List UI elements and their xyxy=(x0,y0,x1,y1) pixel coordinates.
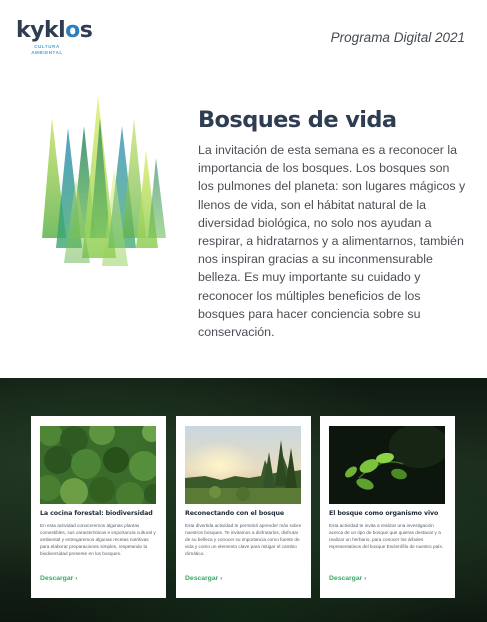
download-link[interactable]: Descargar › xyxy=(40,575,78,582)
card-title: El bosque como organismo vivo xyxy=(329,510,439,517)
forest-sunrise-image xyxy=(185,426,301,504)
watercolor-trees-illustration xyxy=(38,88,168,268)
activity-card-reconectando[interactable] xyxy=(176,416,311,598)
main-content xyxy=(198,106,468,341)
logo-wordmark: kyklos xyxy=(16,18,93,43)
header xyxy=(0,0,487,70)
card-text: En esta actividad conoceremos algunas plantas comestibles, sus características e importancia cultural y ambiental y entregaremos algunas recetas nutritivas para elaborar preparaciones simples, respetando la biodiversidad presente en los bosques. xyxy=(40,523,156,556)
page-title: Bosques de vida xyxy=(198,107,397,133)
forest-background-section xyxy=(0,378,487,622)
logo-subtitle-2: AMBIENTAL xyxy=(31,50,63,55)
card-title: La cocina forestal: biodiversidad xyxy=(40,510,153,517)
kyklos-logo[interactable] xyxy=(16,18,96,66)
logo-subtitle-1: CULTURA xyxy=(34,44,60,49)
activity-card-cocina-forestal[interactable] xyxy=(31,416,166,598)
card-text: Esta divertida actividad te permitirá aprender más sobre nuestros bosques. Te invitamos a disfrutarlos, disfrutar de su belleza y conocer su importancia como fuente de vida y como un elemento clave para mitigar el cambio climático. xyxy=(185,523,302,556)
program-label: Programa Digital 2021 xyxy=(330,30,465,45)
card-title: Reconectando con el bosque xyxy=(185,510,285,517)
download-link[interactable]: Descargar › xyxy=(329,575,367,582)
activity-card-organismo-vivo[interactable] xyxy=(320,416,455,598)
card-text: Esta actividad te invita a realizar una investigación acerca de un tipo de bosque que quieras destacar y a realizar un herbario, para conocer los árboles representativos del bosque Esclerófilo de nuestro país. xyxy=(329,523,444,549)
download-link[interactable]: Descargar › xyxy=(185,575,223,582)
forest-leaves-image xyxy=(329,426,445,504)
page-description: La invitación de esta semana es a reconocer la importancia de los bosques. Los bosques son los pulmones del planeta: son lugares mágicos y llenos de vida, son el hábitat natural de la diversidad biológica, no solo nos ayudan a respirar, a hidratarnos y a alimentarnos, también nos inspiran gracias a su inconmensurable belleza. Es muy importante su cuidado y reconocer los múltiples beneficios de los bosques para hacer conciencia sobre su conservación. xyxy=(198,143,466,340)
forest-aerial-image xyxy=(40,426,156,504)
